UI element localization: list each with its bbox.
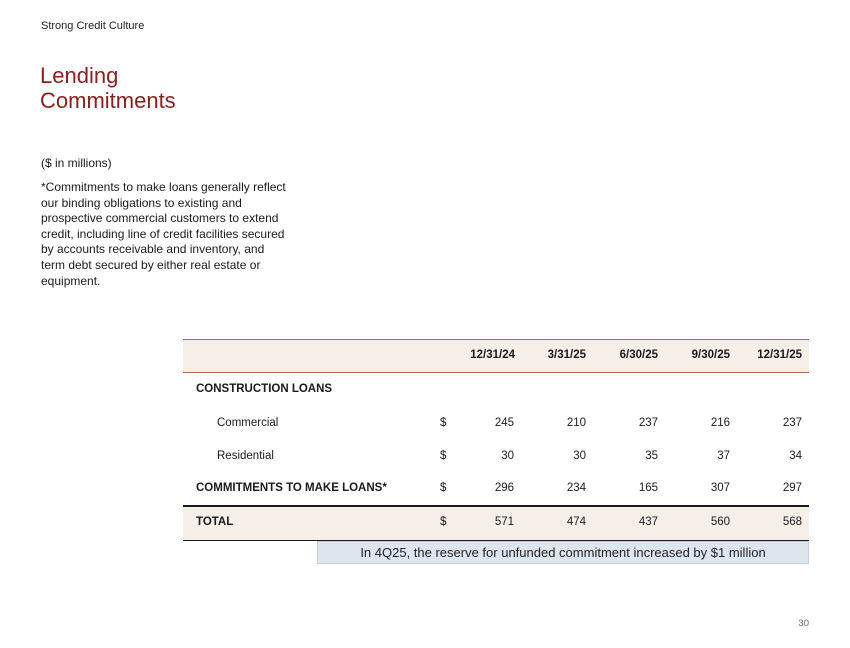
table-cell: 237 bbox=[782, 417, 802, 429]
total-row bbox=[183, 505, 809, 541]
currency-symbol: $ bbox=[440, 516, 447, 528]
col-header: 3/31/25 bbox=[547, 349, 586, 361]
table-header-row bbox=[183, 339, 809, 373]
title-line-1: Lending bbox=[40, 63, 119, 88]
table-cell: 297 bbox=[782, 482, 802, 494]
row-label: Commercial bbox=[217, 417, 279, 429]
table-cell: 216 bbox=[710, 417, 730, 429]
total-cell: 560 bbox=[710, 516, 730, 528]
table-cell: 30 bbox=[573, 450, 586, 462]
total-cell: 437 bbox=[638, 516, 658, 528]
section-label: Strong Credit Culture bbox=[41, 20, 145, 32]
row-label: COMMITMENTS TO MAKE LOANS* bbox=[196, 482, 387, 494]
table-cell: 307 bbox=[710, 482, 730, 494]
section-heading: CONSTRUCTION LOANS bbox=[196, 383, 333, 395]
units-note: ($ in millions) bbox=[41, 156, 112, 170]
total-cell: 571 bbox=[494, 516, 514, 528]
table-cell: 245 bbox=[494, 417, 514, 429]
table-cell: 34 bbox=[789, 450, 802, 462]
commitments-table bbox=[183, 339, 809, 541]
col-header: 12/31/25 bbox=[757, 349, 802, 361]
total-cell: 568 bbox=[782, 516, 802, 528]
table-cell: 296 bbox=[494, 482, 514, 494]
section-heading-row bbox=[183, 373, 809, 406]
col-header: 9/30/25 bbox=[691, 349, 730, 361]
total-cell: 474 bbox=[566, 516, 586, 528]
table-cell: 234 bbox=[566, 482, 586, 494]
callout-box: In 4Q25, the reserve for unfunded commitment increased by $1 million bbox=[317, 541, 809, 564]
page-title bbox=[40, 63, 176, 113]
currency-symbol: $ bbox=[440, 417, 447, 429]
col-header: 6/30/25 bbox=[619, 349, 658, 361]
page-number: 30 bbox=[798, 618, 809, 629]
table-cell: 37 bbox=[717, 450, 730, 462]
table-cell: 35 bbox=[645, 450, 658, 462]
table-row bbox=[183, 406, 809, 439]
title-line-2: Commitments bbox=[40, 88, 176, 113]
col-header: 12/31/24 bbox=[470, 349, 515, 361]
total-label: TOTAL bbox=[196, 516, 234, 528]
table-cell: 237 bbox=[638, 417, 658, 429]
footnote: *Commitments to make loans generally reflect our binding obligations to existing and prospective commercial customers to extend credit, including line of credit facilities secured by accounts receivable and inventory, and term debt secured by either real estate or equipment. bbox=[41, 180, 286, 288]
table-row bbox=[183, 472, 809, 505]
table-cell: 210 bbox=[566, 417, 586, 429]
currency-symbol: $ bbox=[440, 450, 447, 462]
currency-symbol: $ bbox=[440, 482, 447, 494]
table-row bbox=[183, 439, 809, 472]
row-label: Residential bbox=[217, 450, 274, 462]
table-cell: 30 bbox=[501, 450, 514, 462]
table-cell: 165 bbox=[638, 482, 658, 494]
